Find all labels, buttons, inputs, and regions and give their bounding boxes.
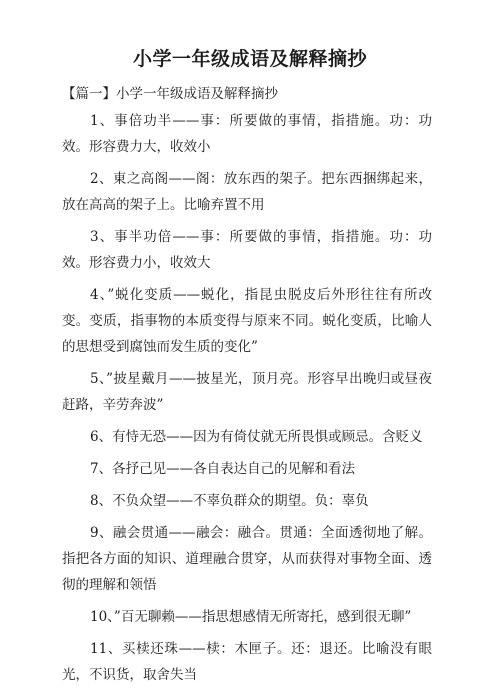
page-title: 小学一年级成语及解释摘抄 [132,48,367,70]
idiom-entry-5: 5、”披星戴月——披星光，顶月亮。形容早出晚归或昼夜赶路，辛劳奔波” [62,371,432,413]
idiom-entry-3: 3、事半功倍——事：所要做的事情，指措施。功：功效。形容费力小，收效大 [62,229,432,271]
idiom-entry-1: 1、事倍功半——事：所要做的事情，指措施。功：功效。形容费力大，收效小 [62,113,432,155]
idiom-entry-4: 4、”蜕化变质——蜕化，指昆虫脱皮后外形往往有所改变。变质，指事物的本质变得与原来不同。蜕化变质，比喻人的思想受到腐蚀而发生质的变化” [62,287,432,355]
idiom-entry-9: 9、融会贯通——融会：融合。贯通：全面透彻地了解。指把各方面的知识、道理融合贯穿，从而获得对事物全面、透彻的理解和领悟 [62,525,432,593]
section-heading: 【篇一】小学一年级成语及解释摘抄 [62,86,278,102]
idiom-entry-10: 10、”百无聊赖——指思想感情无所寄托，感到很无聊” [90,609,412,625]
idiom-entry-8: 8、不负众望——不辜负群众的期望。负：辜负 [90,493,369,509]
idiom-entry-6: 6、有恃无恐——因为有倚仗就无所畏惧或顾忌。含贬义 [90,429,423,445]
idiom-entry-7: 7、各抒己见——各自表达自己的见解和看法 [90,461,356,477]
idiom-entry-11: 11、买椟还珠——椟：木匣子。还：退还。比喻没有眼光，不识货，取舍失当 [62,641,432,683]
idiom-entry-2: 2、東之高阁——阁：放东西的架子。把东西捆绑起来，放在高高的架子上。比喻弃置不用 [62,171,432,213]
